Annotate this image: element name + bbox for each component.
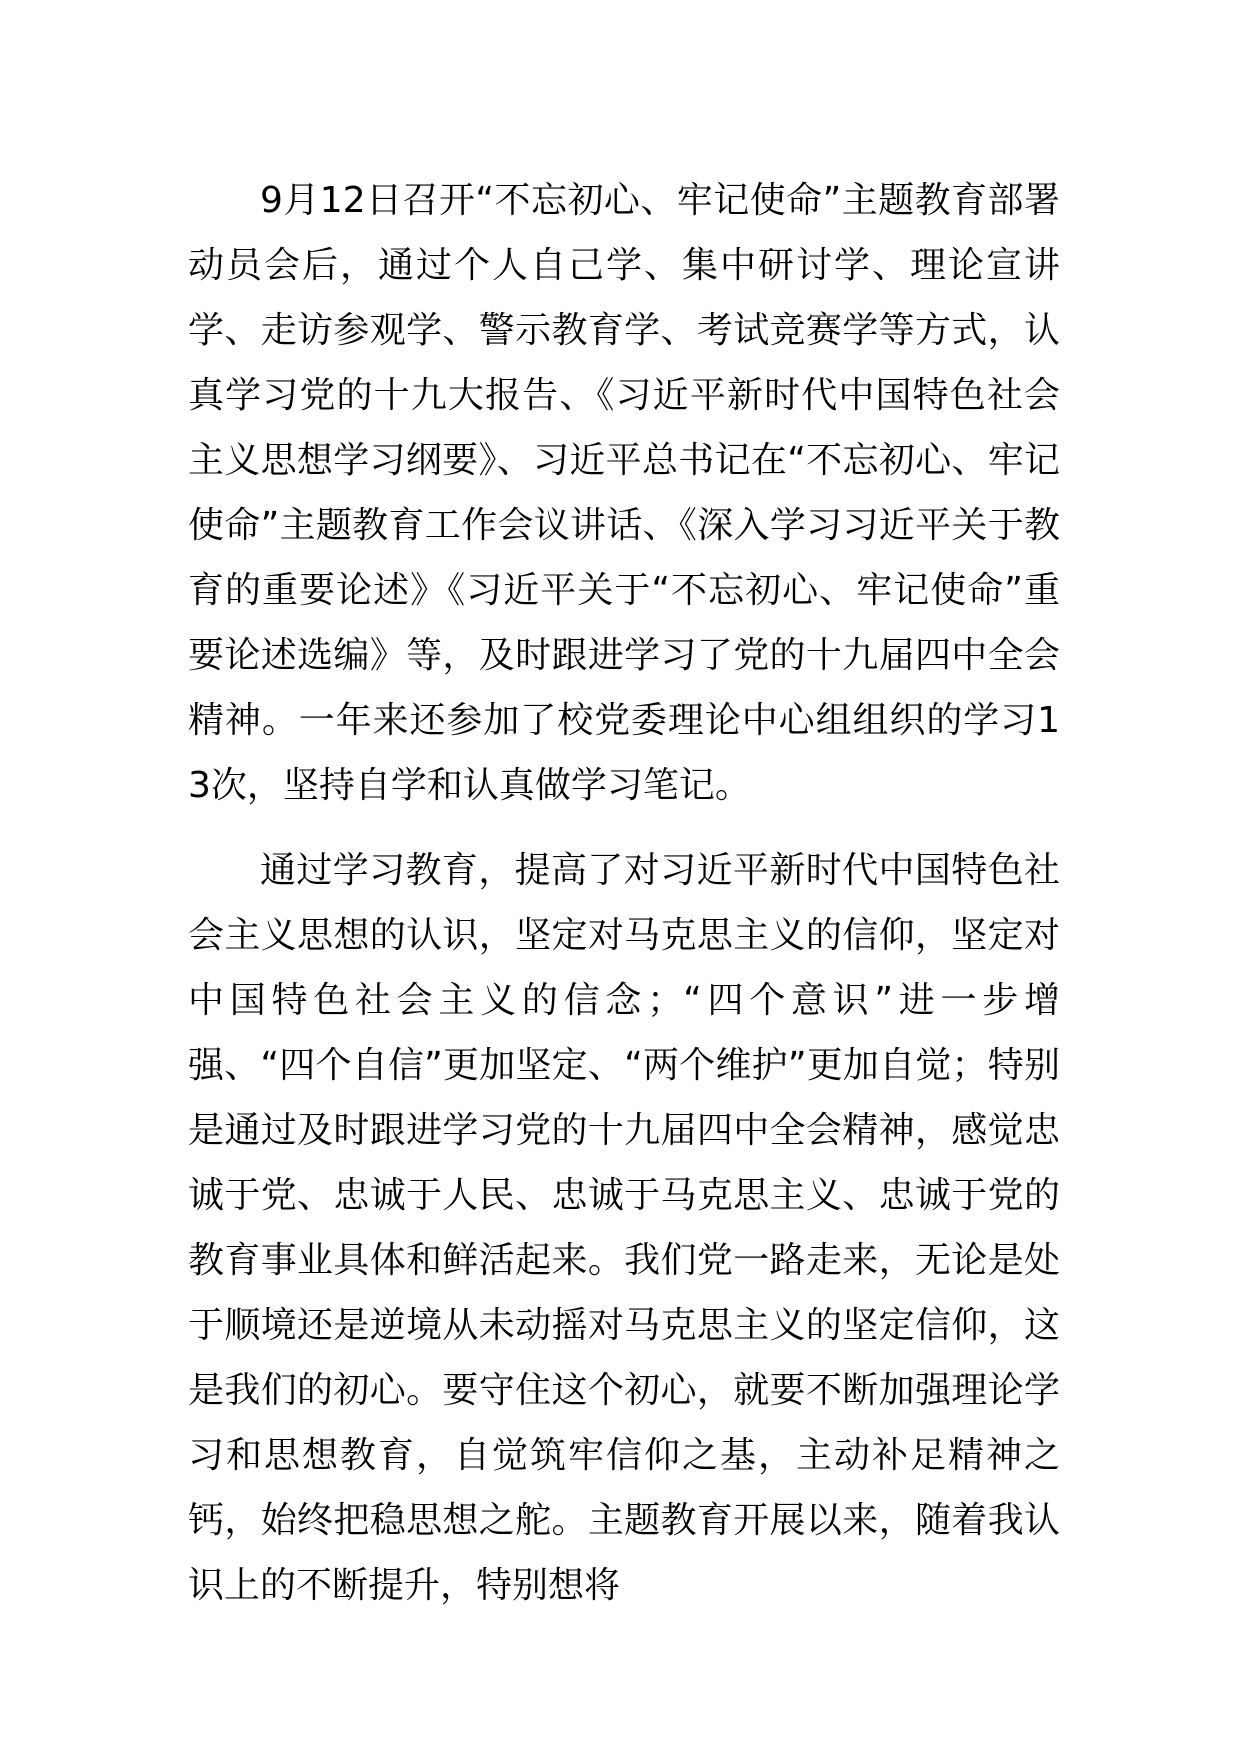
- document-body: [188, 168, 1060, 1618]
- paragraph-2: 通过学习教育，提高了对习近平新时代中国特色社会主义思想的认识，坚定对马克思主义的信仰，坚定对中国特色社会主义的信念；“四个意识”进一步增强、“四个自信”更加坚定、“两个维护”更加自觉；特别是通过及时跟进学习党的十九届四中全会精神，感觉忠诚于党、忠诚于人民、忠诚于马克思主义、忠诚于党的教育事业具体和鲜活起来。我们党一路走来，无论是处于顺境还是逆境从未动摇对马克思主义的坚定信仰，这是我们的初心。要守住这个初心，就要不断加强理论学习和思想教育，自觉筑牢信仰之基，主动补足精神之钙，始终把稳思想之舵。主题教育开展以来，随着我认识上的不断提升，特别想将: [188, 850, 1060, 1606]
- paragraph-1: 9月12日召开“不忘初心、牢记使命”主题教育部署动员会后，通过个人自己学、集中研讨学、理论宣讲学、走访参观学、警示教育学、考试竞赛学等方式，认真学习党的十九大报告、《习近平新时代中国特色社会主义思想学习纲要》、习近平总书记在“不忘初心、牢记使命”主题教育工作会议讲话、《深入学习习近平关于教育的重要论述》《习近平关于“不忘初心、牢记使命”重要论述选编》等，及时跟进学习了党的十九届四中全会精神。一年来还参加了校党委理论中心组组织的学习13次，坚持自学和认真做学习笔记。: [188, 180, 1060, 806]
